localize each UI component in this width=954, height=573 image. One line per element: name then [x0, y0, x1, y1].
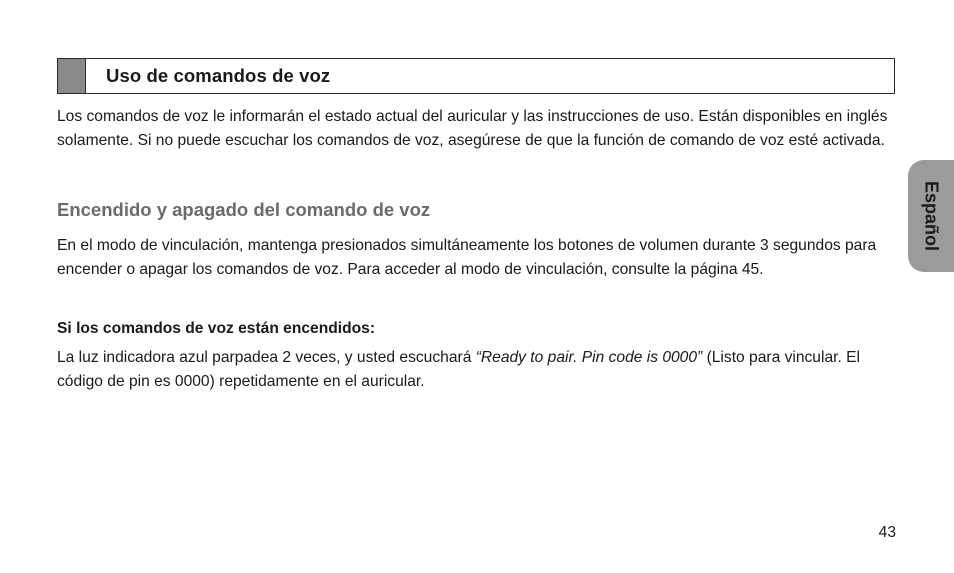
voice-prompt-quote: “Ready to pair. Pin code is 0000” [475, 349, 703, 366]
section-marker [58, 59, 86, 93]
voice-on-heading: Si los comandos de voz están encendidos: [57, 320, 376, 337]
section-header [57, 58, 895, 94]
page-number: 43 [878, 524, 896, 541]
subsection-paragraph: En el modo de vinculación, mantenga presionados simultáneamente los botones de volumen durante 3 segundos para encender o apagar los comandos de voz. Para acceder al modo de vinculación, consulte la página 45. [57, 237, 877, 278]
language-tab-label: Español [921, 180, 942, 252]
voice-on-paragraph [57, 346, 897, 394]
subsection-heading: Encendido y apagado del comando de voz [57, 199, 431, 220]
intro-paragraph: Los comandos de voz le informarán el estado actual del auricular y las instrucciones de uso. Están disponibles en inglés solamente. Si no puede escuchar los comandos de voz, asegúrese de que la función de comando de voz esté activada. [57, 108, 888, 149]
voice-on-text-after: (Listo para vincular. El código de pin es 0000) repetidamente en el auricular. [57, 349, 860, 390]
section-title: Uso de comandos de voz [106, 65, 331, 86]
voice-on-text-before: La luz indicadora azul parpadea 2 veces, y usted escuchará [57, 349, 476, 366]
